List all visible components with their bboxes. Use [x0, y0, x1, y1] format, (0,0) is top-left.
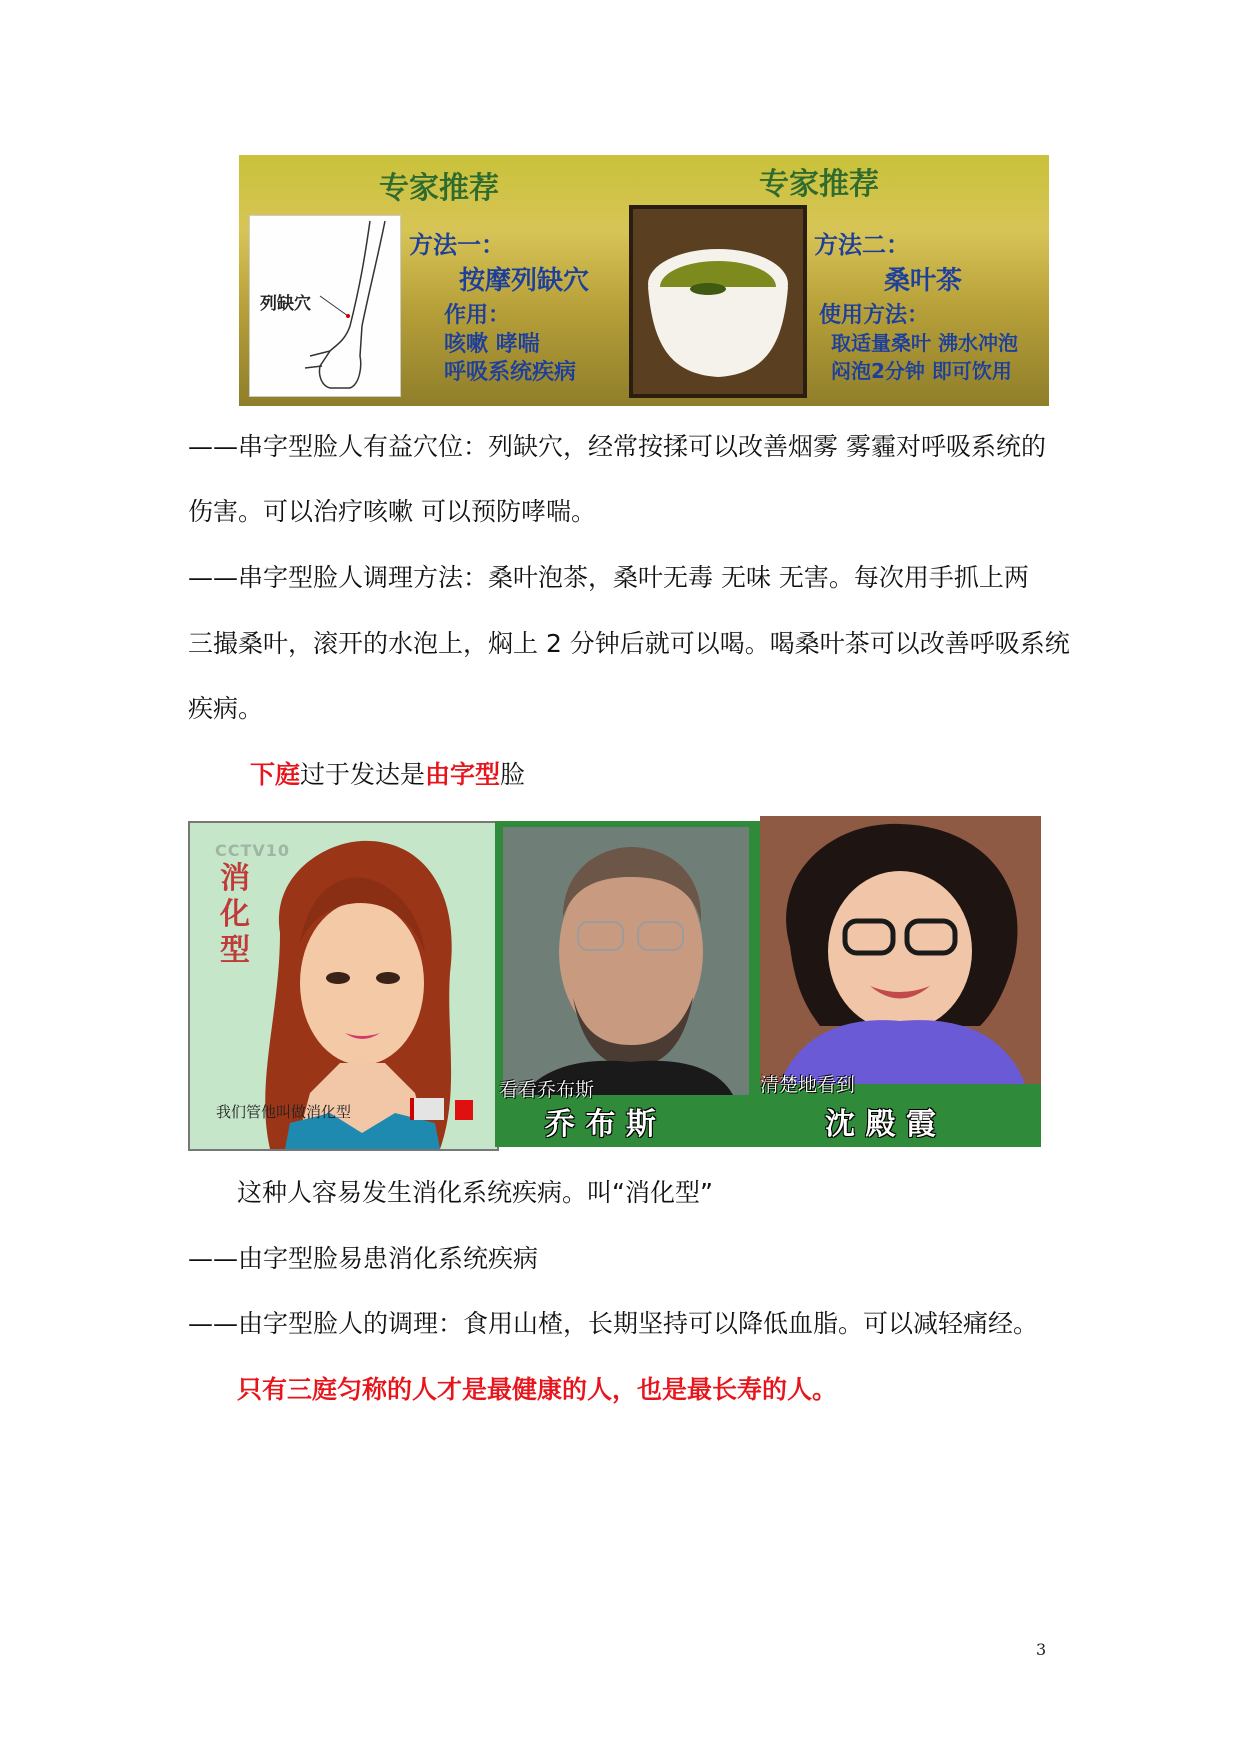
usage-heading: 使用方法： [819, 303, 930, 328]
image-1-subtitle: 我们管他叫做消化型 [216, 1103, 352, 1121]
paragraph-5: ——由字型脸人的调理：食用山楂，长期坚持可以降低血脂。可以减轻痛经。 [188, 1309, 1039, 1338]
vertical-title: 消化型 [220, 861, 250, 968]
paragraph-4: ——由字型脸易患消化系统疾病 [188, 1244, 539, 1273]
cctv-logo: CCTV10 [215, 841, 291, 860]
paragraph-3: 这种人容易发生消化系统疾病。叫“消化型” [237, 1178, 713, 1207]
method-one-heading: 方法一： [409, 231, 505, 259]
paragraph-2-line-2: 三撮桑叶，滚开的水泡上，焖上 2 分钟后就可以喝。喝桑叶茶可以改善呼吸系统 [188, 629, 1070, 658]
tea-cup-photo [629, 205, 807, 398]
paragraph-2-line-3: 疾病。 [188, 694, 264, 723]
heading-lower-court: 下庭 [250, 760, 301, 789]
heading-middle: 过于发达是 [300, 760, 426, 789]
page-number: 3 [1036, 1640, 1047, 1659]
image-2-small-subtitle: 看看乔布斯 [499, 1079, 595, 1101]
banner-left-panel [239, 155, 619, 406]
image-2-name: 乔 布 斯 [545, 1107, 656, 1142]
point-label: 列缺穴 [260, 294, 311, 314]
heading-end: 脸 [500, 760, 526, 789]
banner-left-title: 专家推荐 [379, 171, 499, 206]
channel-logo [410, 1098, 444, 1120]
digestive-type-illustration [188, 821, 499, 1151]
shen-photo [760, 816, 1041, 1147]
method-one-text: 按摩列缺穴 [459, 266, 590, 296]
paragraph-2-line-1: ——串字型脸人调理方法：桑叶泡茶，桑叶无毒 无味 无害。每次用手抓上两 [188, 563, 1029, 592]
effect-heading: 作用： [444, 303, 511, 328]
arm-illustration [249, 215, 401, 397]
effect-line-1: 咳嗽 哮喘 [444, 332, 540, 357]
jobs-photo [495, 821, 760, 1147]
paragraph-1-line-1: ——串字型脸人有益穴位：列缺穴，经常按揉可以改善烟雾 雾霾对呼吸系统的 [188, 432, 1046, 461]
image-3-name: 沈 殿 霞 [825, 1107, 936, 1142]
woman-glasses-portrait-icon [760, 816, 1041, 1084]
red-square-logo [455, 1100, 473, 1120]
conclusion: 只有三庭匀称的人才是最健康的人，也是最长寿的人。 [237, 1375, 838, 1404]
expert-recommendation-banner [239, 155, 1049, 406]
man-portrait-icon [503, 827, 749, 1095]
tea-cup-icon [633, 209, 803, 394]
banner-right-title: 专家推荐 [759, 167, 879, 202]
method-two-text: 桑叶茶 [884, 266, 963, 296]
jobs-photo-inner [503, 827, 749, 1095]
method-two-heading: 方法二： [814, 231, 910, 259]
paragraph-1-line-2: 伤害。可以治疗咳嗽 可以预防哮喘。 [188, 497, 596, 526]
shen-photo-inner [760, 816, 1041, 1084]
image-3-small-subtitle: 清楚地看到 [760, 1074, 856, 1096]
banner-right-panel [619, 155, 1049, 406]
heading-face-type: 由字型 [425, 760, 501, 789]
usage-line-1: 取适量桑叶 沸水冲泡 [831, 331, 1018, 355]
effect-line-2: 呼吸系统疾病 [444, 360, 577, 385]
section-heading [250, 760, 525, 790]
usage-line-2: 闷泡2分钟 即可饮用 [831, 359, 1012, 383]
